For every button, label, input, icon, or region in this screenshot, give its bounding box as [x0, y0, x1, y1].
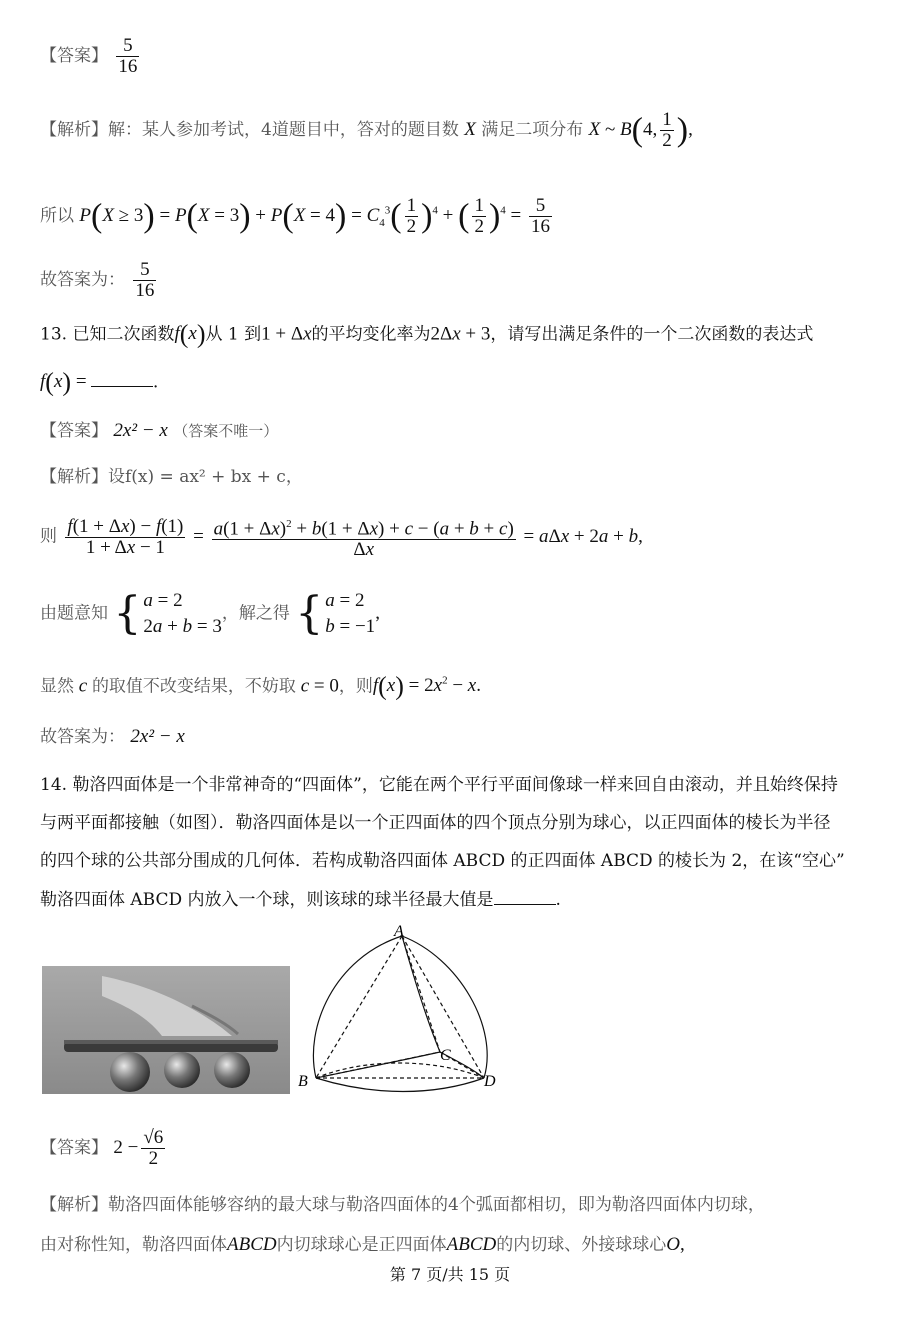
page-footer: 第 7 页/共 15 页	[389, 1265, 511, 1284]
reuleaux-photo	[42, 966, 290, 1094]
q14-analysis-line1: 【解析】勒洛四面体能够容纳的最大球与勒洛四面体的4个弧面都相切，即为勒洛四面体内切球，	[40, 1195, 765, 1215]
q12-analysis-line: 【解析】解：某人参加考试，4道题目中，答对的题目数 X 满足二项分布 X ~ B(4, $\frac{1}{2}$ ),	[40, 109, 693, 151]
q13-system-line: 由题意知 { a = 2 2a + b = 3，解之得 { a = 2 b = −1,	[40, 588, 380, 639]
vertex-a-label: A	[394, 923, 404, 940]
q14-line1: 14. 勒洛四面体是一个非常神奇的“四面体”，它能在两个平行平面间像球一样来回自由滚动，并且始终保持	[40, 775, 838, 795]
probability-expr: $P(X \ge 3) = P(X = 3) + P(X = 4) = C_4^3$( $\frac{1}{2}$ )$^4$ + ( $\frac{1}{2}$ )$^4$ = $\frac{5}{16}$	[79, 195, 550, 237]
q14-answer-blank	[494, 888, 556, 905]
binomial-expr: X ~ B(4, $\frac{1}{2}$ ),	[588, 109, 693, 151]
answer-label: 【答案】	[40, 46, 108, 66]
q12-analysis-text: 解：某人参加考试，4道题目中，答对的题目数	[108, 119, 459, 140]
q14-analysis-line2: 由对称性知，勒洛四面体ABCD内切球球心是正四面体ABCD的内切球、外接球球心O,	[40, 1234, 685, 1255]
q13-analysis-line: 【解析】设f(x) = ax² + bx + c，	[40, 467, 303, 487]
q12-answer-fraction: $\frac{5}{16}$	[118, 35, 138, 77]
q13-number: 13.	[40, 324, 68, 345]
reuleaux-diagram	[294, 918, 514, 1096]
q13-c-note-line: 显然 c 的取值不改变结果，不妨取 c = 0，则$f(x) = 2x^2 - x$.	[40, 671, 481, 701]
q14-line4: 勒洛四面体 ABCD 内放入一个球，则该球的球半径最大值是 .	[40, 890, 561, 910]
q13-result-line: 故答案为： 2x² − x	[40, 726, 185, 747]
q14-line3: 的四个球的公共部分围成的几何体．若构成勒洛四面体 ABCD 的正四面体 ABCD 的棱长为 2，在该“空心”	[40, 851, 845, 871]
q13-derivation-line: 则 $\frac{f(1 + \Delta x) - f(1)}{1 + \Delta x - 1}$ = $\frac{a(1 + \Delta x)^2 + b(1 + \Delta x) + c - (a + b + c)}{\Delta x}$ = aΔx + 2a + b,	[40, 515, 643, 561]
q14-line2: 与两平面都接触（如图）．勒洛四面体是以一个正四面体的四个顶点分别为球心，以正四面体的棱长为半径	[40, 813, 831, 833]
q14-number: 14.	[40, 775, 68, 795]
derivation-expr: $\frac{f(1 + \Delta x) - f(1)}{1 + \Delta x - 1}$ = $\frac{a(1 + \Delta x)^2 + b(1 + \Delta x) + c - (a + b + c)}{\Delta x}$ = aΔx + 2a + b,	[67, 515, 643, 561]
q12-result-line: 故答案为： $\frac{5}{16}$	[40, 259, 155, 301]
analysis-label: 【解析】	[40, 119, 108, 140]
vertex-c-label: C	[440, 1047, 451, 1064]
q13-answer-line: 【答案】 2x² − x （答案不唯一）	[40, 420, 279, 441]
q13-answer-blank	[91, 370, 153, 387]
vertex-b-label: B	[298, 1073, 308, 1090]
vertex-d-label: D	[484, 1073, 496, 1090]
q13-blank-line: f(x) = .	[40, 368, 159, 397]
q14-answer-line: 【答案】 2 − $\frac{√6}{2}$	[40, 1127, 164, 1169]
q12-answer-line	[40, 36, 142, 77]
q12-probability-line: 所以 $P(X \ge 3) = P(X = 3) + P(X = 4) = C_4^3$( $\frac{1}{2}$ )$^4$ + ( $\frac{1}{2}$ )$^4$ = $\frac{5}{16}$	[40, 196, 555, 237]
q13-stem-line: 13. 已知二次函数f(x)从 1 到1 + Δx的平均变化率为2Δx + 3，请写出满足条件的一个二次函数的表达式	[40, 320, 814, 349]
